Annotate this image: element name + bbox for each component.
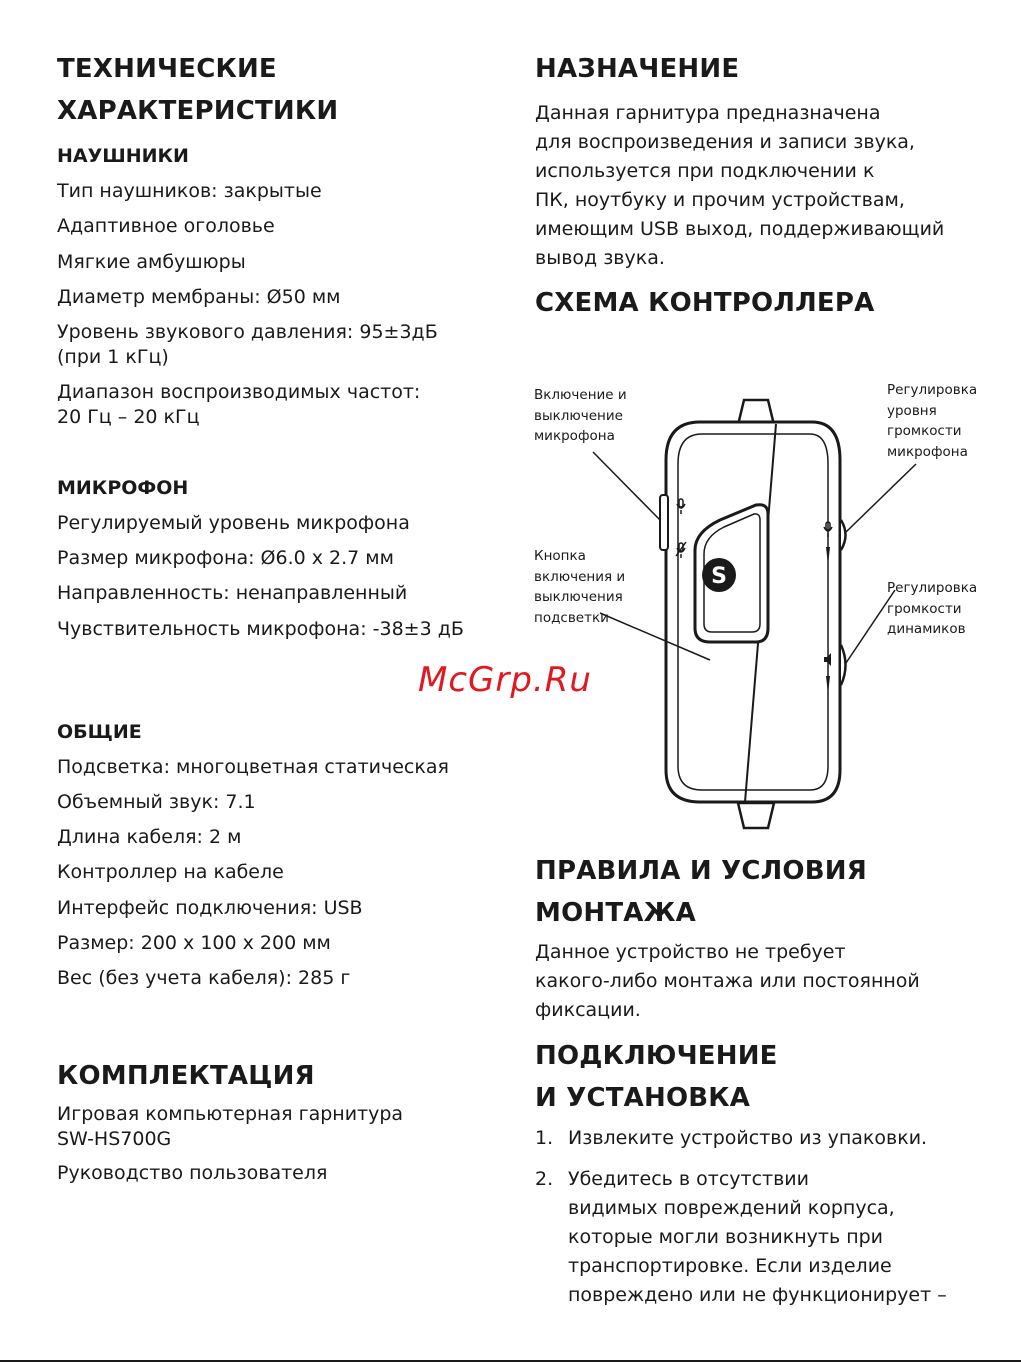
label-speaker-volume: Регулировка громкости динамиков [887,580,978,637]
spec-item: Диапазон воспроизводимых частот: 20 Гц – 20 кГц [57,381,421,428]
spec-item: Объемный звук: 7.1 [57,791,256,813]
step-text: Убедитесь в отсутствии видимых повреждений корпуса, которые могли возникнуть при транспортировке. Если изделие повреждено или не функционирует – [568,1168,947,1306]
controller-title: СХЕМА КОНТРОЛЛЕРА [535,288,875,318]
spec-item: Длина кабеля: 2 м [57,826,242,848]
callout-line [846,464,916,532]
step-text: Извлеките устройство из упаковки. [568,1127,928,1149]
spec-item: Интерфейс подключения: USB [57,897,363,919]
package-item: Руководство пользователя [57,1162,328,1184]
spec-item: Регулируемый уровень микрофона [57,512,410,534]
spec-item: Размер: 200 x 100 x 200 мм [57,932,331,954]
spec-item: Размер микрофона: Ø6.0 x 2.7 мм [57,547,394,569]
headphones-heading: НАУШНИКИ [57,145,189,167]
mounting-title: ПРАВИЛА И УСЛОВИЯ МОНТАЖА [535,856,867,928]
step-number: 2. [535,1168,554,1190]
speaker-volume-wheel[interactable] [841,645,846,685]
watermark: McGrp.Ru [418,660,592,700]
mounting-text: Данное устройство не требует какого-либо монтажа или постоянной фиксации. [535,941,920,1021]
spec-item: Чувствительность микрофона: -38±3 дБ [57,618,464,640]
spec-item: Направленность: ненаправленный [57,582,408,604]
spec-item: Уровень звукового давления: 95±3дБ (при 1 кГц) [57,321,438,368]
logo-letter: S [711,564,727,589]
package-title: КОМПЛЕКТАЦИЯ [57,1061,315,1091]
spec-item: Диаметр мембраны: Ø50 мм [57,286,341,308]
specs-title: ТЕХНИЧЕСКИЕ ХАРАКТЕРИСТИКИ [57,54,339,126]
install-title: ПОДКЛЮЧЕНИЕ И УСТАНОВКА [535,1041,778,1113]
cable-bottom-icon [738,803,774,828]
general-heading: ОБЩИЕ [57,721,142,743]
package-item: Игровая компьютерная гарнитура SW-HS700G [57,1103,404,1150]
callout-line [593,452,660,520]
label-backlight: Кнопка включения и выключения подсветки [534,548,626,626]
microphone-heading: МИКРОФОН [57,477,189,499]
spec-item: Тип наушников: закрытые [57,180,322,202]
spec-item: Адаптивное оголовье [57,215,275,237]
mic-toggle-button[interactable] [660,495,668,550]
purpose-title: НАЗНАЧЕНИЕ [535,54,740,84]
spec-item: Контроллер на кабеле [57,861,284,883]
purpose-text: Данная гарнитура предназначена для воспроизведения и записи звука, используется при подключении к ПК, ноутбуку и прочим устройствам, имеющим USB выход, поддерживающий вывод звука. [535,102,945,269]
step-number: 1. [535,1127,554,1149]
mic-volume-wheel[interactable] [841,520,846,550]
spec-item: Вес (без учета кабеля): 285 г [57,967,351,989]
label-mic-volume: Регулировка уровня громкости микрофона [887,382,978,460]
spec-item: Мягкие амбушюры [57,251,246,273]
spec-item: Подсветка: многоцветная статическая [57,756,449,778]
label-mic-toggle: Включение и выключение микрофона [534,387,627,444]
